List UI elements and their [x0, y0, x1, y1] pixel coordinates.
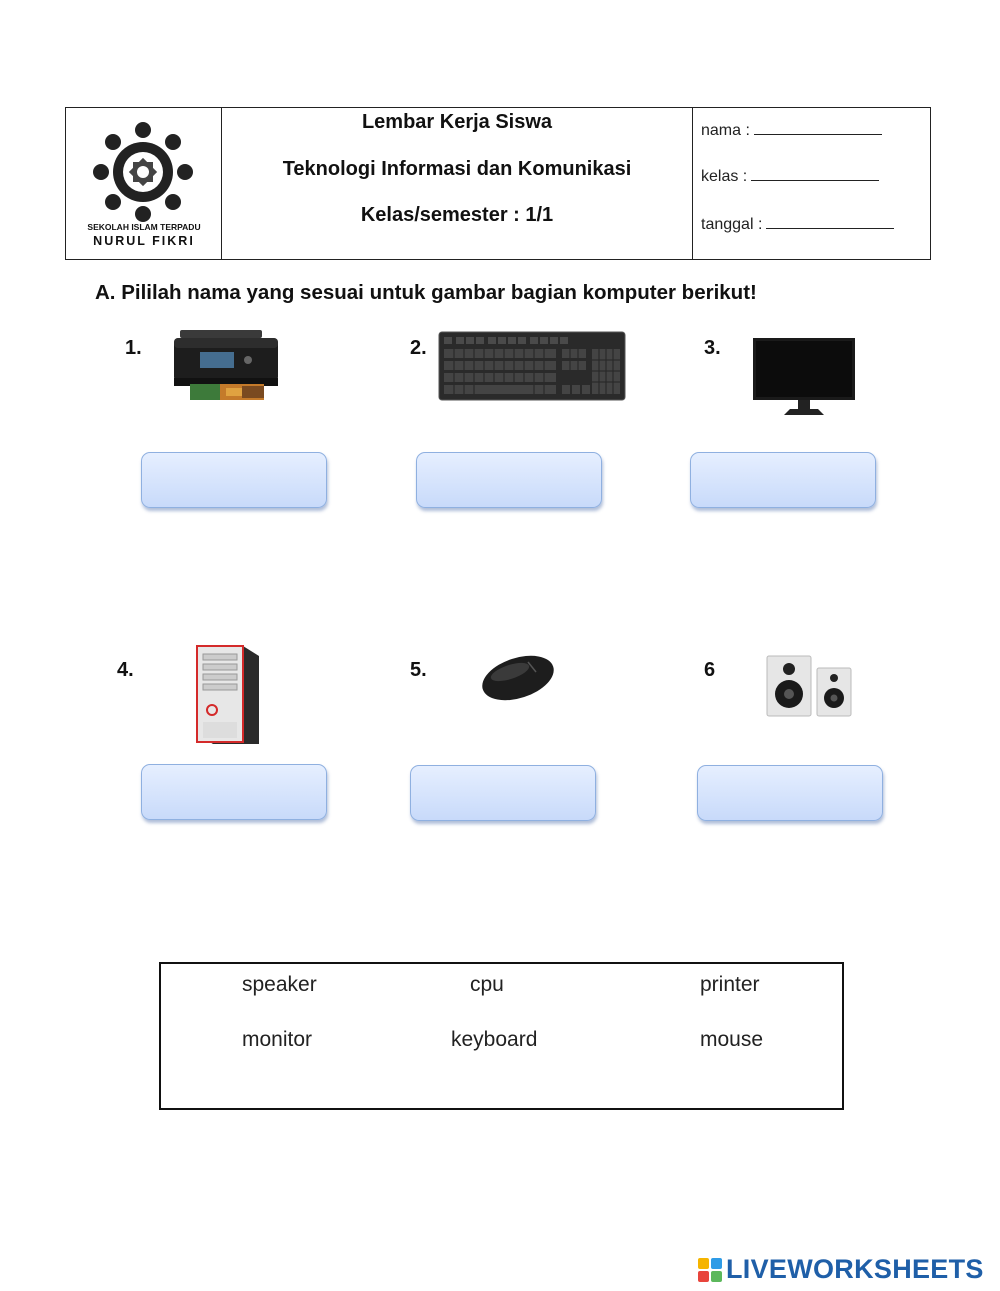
school-logo-cell — [66, 108, 222, 259]
school-name-line2: NURUL FIKRI — [93, 234, 195, 248]
answer-box-4[interactable] — [141, 764, 327, 820]
field-tanggal-blank[interactable] — [766, 214, 894, 229]
student-info-cell — [693, 108, 930, 259]
title-line-3: Kelas/semester : 1/1 — [360, 204, 554, 226]
mouse-image — [478, 650, 558, 706]
liveworksheets-logo — [698, 1254, 984, 1285]
monitor-image — [752, 337, 856, 419]
answer-box-6[interactable] — [697, 765, 883, 821]
word-bank-item: printer — [700, 973, 760, 996]
item-number-4: 4. — [117, 659, 134, 681]
word-bank-item: speaker — [242, 973, 317, 996]
field-kelas-blank[interactable] — [751, 166, 879, 181]
answer-box-3[interactable] — [690, 452, 876, 508]
answer-box-2[interactable] — [416, 452, 602, 508]
speaker-image — [765, 654, 855, 718]
field-kelas — [701, 166, 879, 186]
word-bank-item: monitor — [242, 1028, 313, 1051]
school-logo-icon — [92, 122, 194, 222]
instruction-text: A. Pililah nama yang sesuai untuk gambar bagian komputer berikut! — [95, 281, 757, 304]
title-cell — [222, 108, 693, 259]
item-number-6: 6 — [704, 659, 716, 681]
item-number-3: 3. — [704, 337, 721, 359]
word-bank-item: mouse — [700, 1028, 764, 1051]
item-number-5: 5. — [410, 659, 427, 681]
printer-image — [170, 328, 282, 402]
school-name-line1: SEKOLAH ISLAM TERPADU — [87, 222, 201, 232]
answer-box-1[interactable] — [141, 452, 327, 508]
field-tanggal-label: tanggal : — [701, 216, 763, 233]
answer-box-5[interactable] — [410, 765, 596, 821]
worksheet-header — [65, 107, 931, 260]
field-nama-label: nama : — [701, 122, 750, 139]
keyboard-image — [438, 331, 626, 401]
field-nama — [701, 120, 882, 140]
word-bank — [159, 962, 844, 1110]
field-tanggal — [701, 214, 894, 234]
title-line-1: Lembar Kerja Siswa — [361, 111, 553, 133]
word-bank-item: cpu — [470, 973, 504, 996]
item-number-2: 2. — [410, 337, 427, 359]
field-nama-blank[interactable] — [754, 120, 882, 135]
item-number-1: 1. — [125, 337, 142, 359]
cpu-image — [193, 642, 263, 746]
word-bank-item: keyboard — [451, 1028, 538, 1051]
field-kelas-label: kelas : — [701, 168, 748, 185]
title-line-2: Teknologi Informasi dan Komunikasi — [282, 158, 632, 180]
liveworksheets-blocks-icon — [698, 1258, 722, 1282]
liveworksheets-text: LIVEWORKSHEETS — [726, 1254, 984, 1284]
